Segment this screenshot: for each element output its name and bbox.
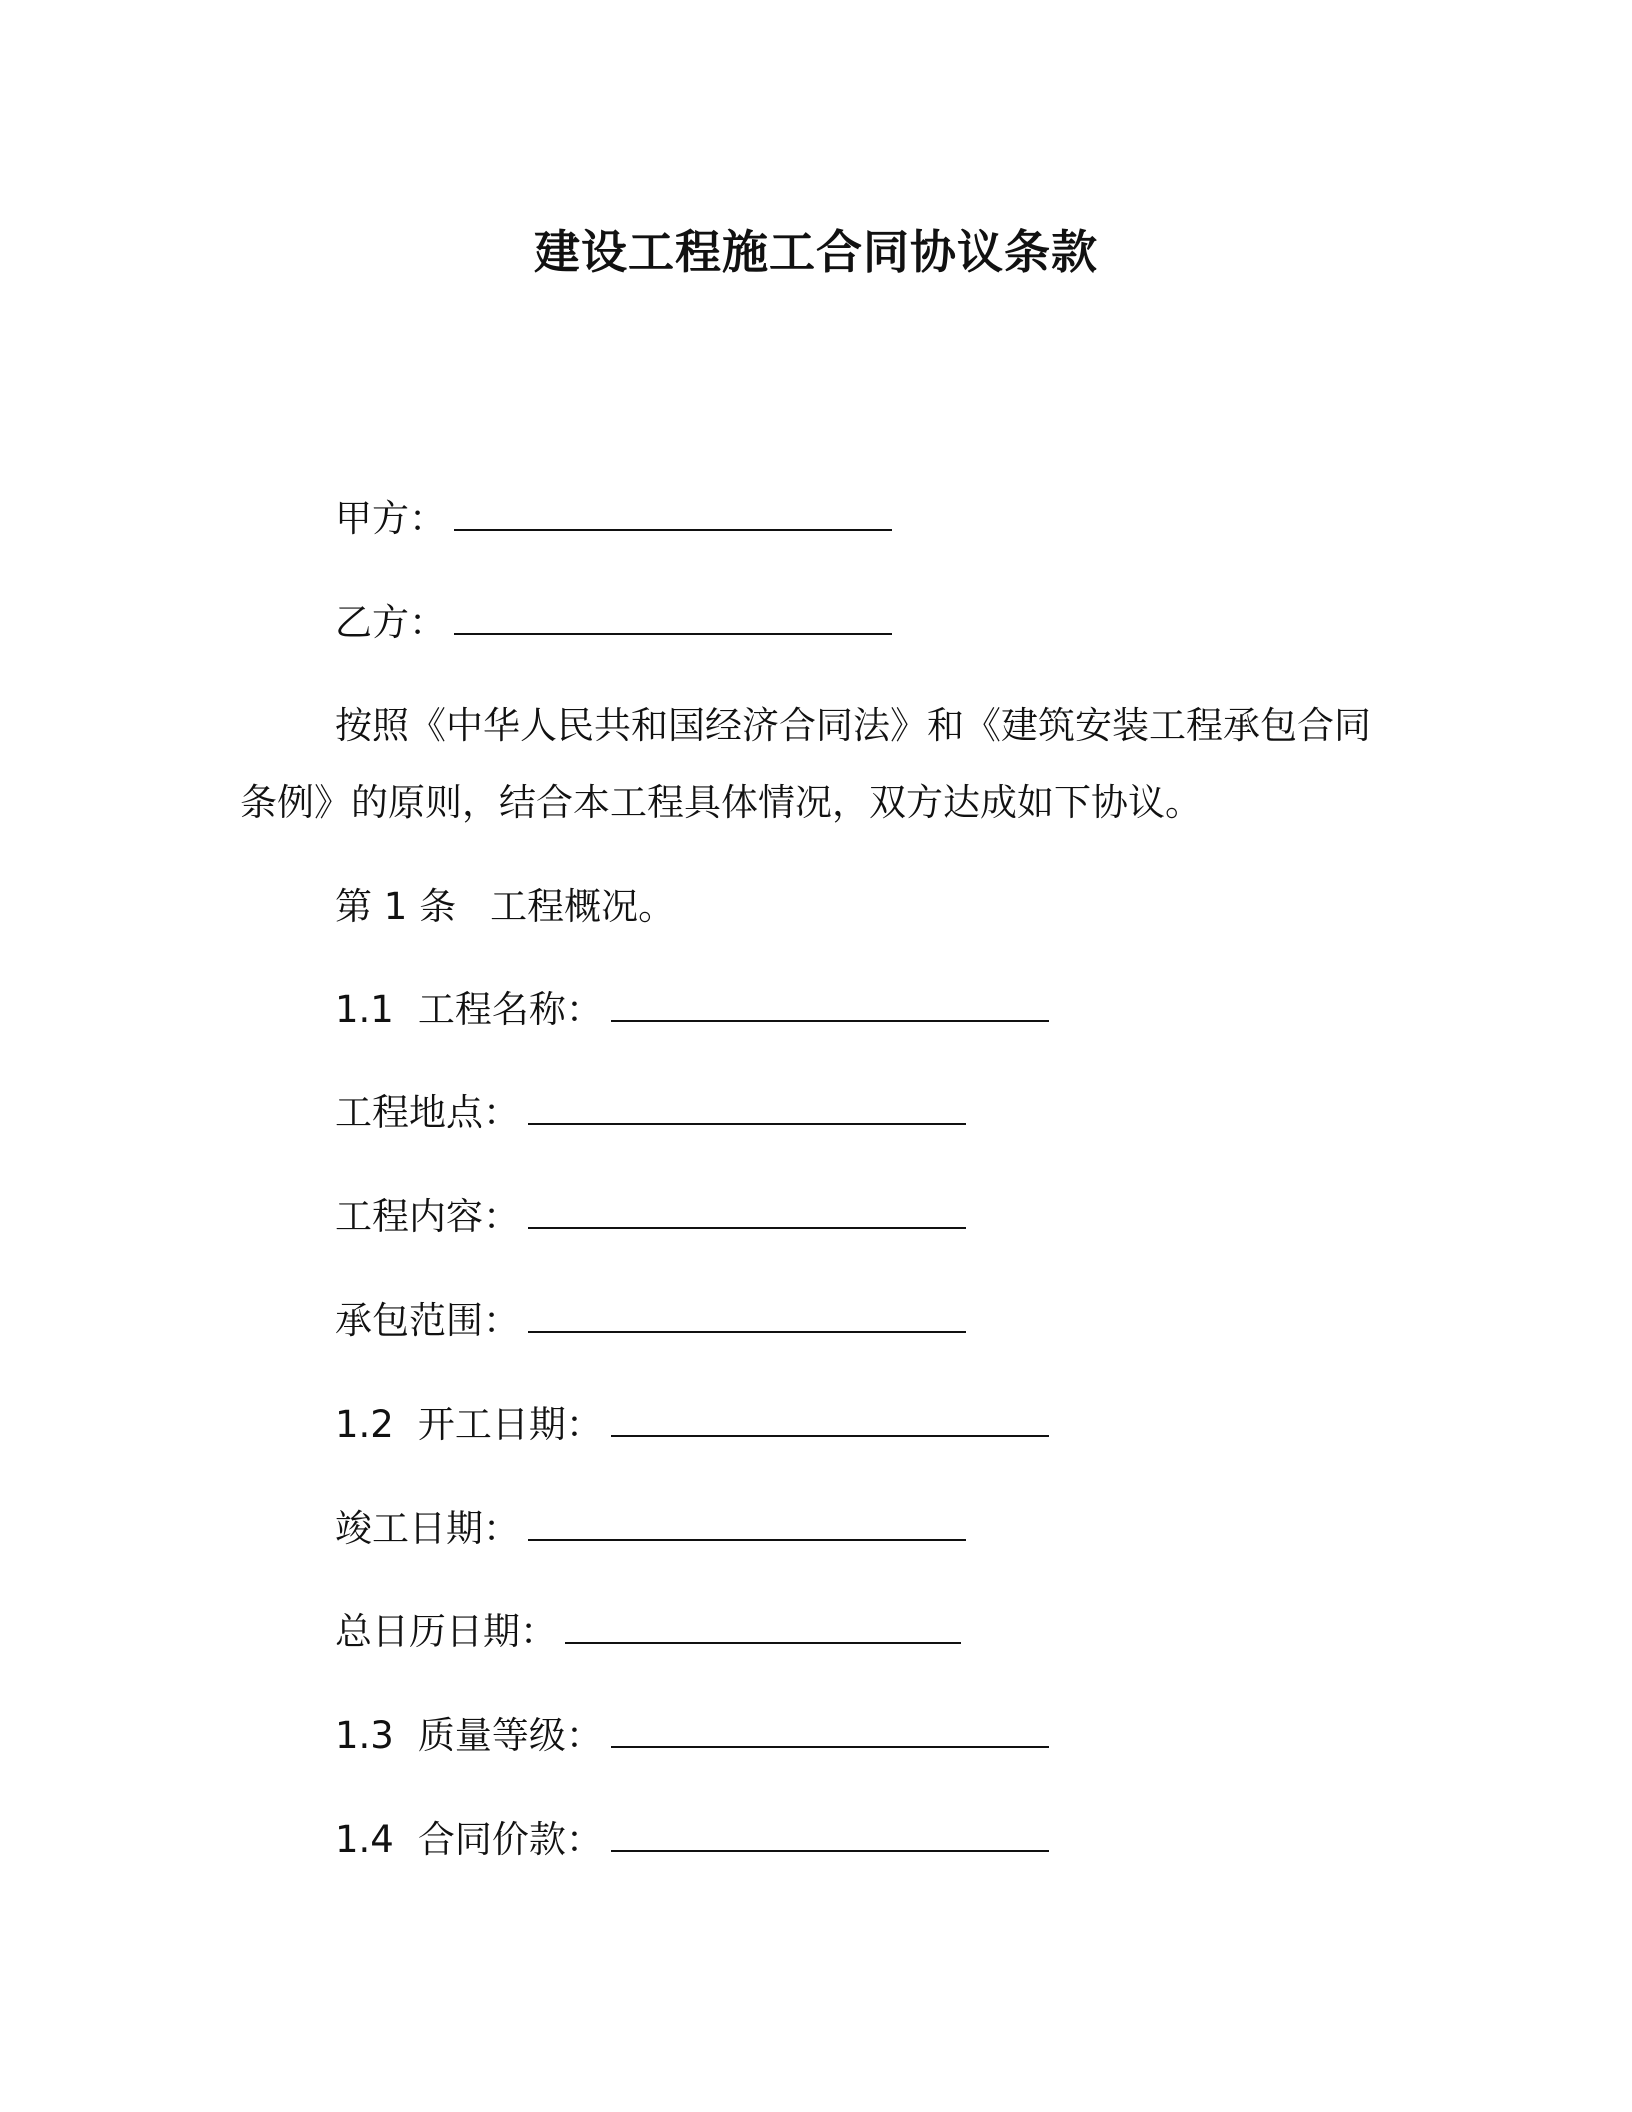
contract-price-blank[interactable]: [611, 1820, 1049, 1852]
start-date-label: 开工日期：: [417, 1403, 603, 1446]
project-content-blank[interactable]: [528, 1197, 966, 1229]
field-project-name: [335, 985, 1049, 1035]
quality-grade-label: 质量等级：: [417, 1714, 603, 1757]
section-number-1-1: 1.1: [335, 988, 394, 1031]
field-project-location: [335, 1088, 966, 1138]
article-1-heading: [335, 882, 675, 932]
party-b-line: [335, 598, 892, 648]
document-title: 建设工程施工合同协议条款: [534, 225, 1098, 279]
completion-date-blank[interactable]: [528, 1509, 966, 1541]
contract-scope-label: 承包范围：: [335, 1299, 520, 1342]
completion-date-label: 竣工日期：: [335, 1507, 520, 1550]
field-completion-date: [335, 1504, 966, 1554]
party-b-label: 乙方：: [335, 601, 446, 644]
party-a-label: 甲方：: [335, 497, 446, 540]
field-total-calendar-days: [335, 1607, 961, 1657]
project-content-label: 工程内容：: [335, 1195, 520, 1238]
project-location-blank[interactable]: [528, 1093, 966, 1125]
field-contract-price: [335, 1815, 1049, 1865]
party-a-blank[interactable]: [454, 499, 892, 531]
field-project-content: [335, 1192, 966, 1242]
contract-scope-blank[interactable]: [528, 1301, 966, 1333]
section-number-1-3: 1.3: [335, 1714, 394, 1757]
field-contract-scope: [335, 1296, 966, 1346]
project-location-label: 工程地点：: [335, 1091, 520, 1134]
quality-grade-blank[interactable]: [611, 1716, 1049, 1748]
party-b-blank[interactable]: [454, 603, 892, 635]
field-start-date: [335, 1400, 1049, 1450]
field-quality-grade: [335, 1711, 1049, 1761]
article-1-title: 工程概况。: [490, 885, 676, 928]
party-a-line: [335, 494, 892, 544]
article-1-label: 第 1 条: [335, 885, 457, 928]
intro-paragraph-line-1: 按照《中华人民共和国经济合同法》和《建筑安装工程承包合同: [335, 704, 1371, 747]
project-name-blank[interactable]: [611, 990, 1049, 1022]
total-calendar-days-label: 总日历日期：: [335, 1610, 557, 1653]
total-calendar-days-blank[interactable]: [565, 1612, 961, 1644]
contract-price-label: 合同价款：: [417, 1818, 603, 1861]
project-name-label: 工程名称：: [417, 988, 603, 1031]
section-number-1-2: 1.2: [335, 1403, 394, 1446]
section-number-1-4: 1.4: [335, 1818, 394, 1861]
start-date-blank[interactable]: [611, 1405, 1049, 1437]
intro-paragraph-line-2: 条例》的原则，结合本工程具体情况，双方达成如下协议。: [240, 781, 1202, 824]
